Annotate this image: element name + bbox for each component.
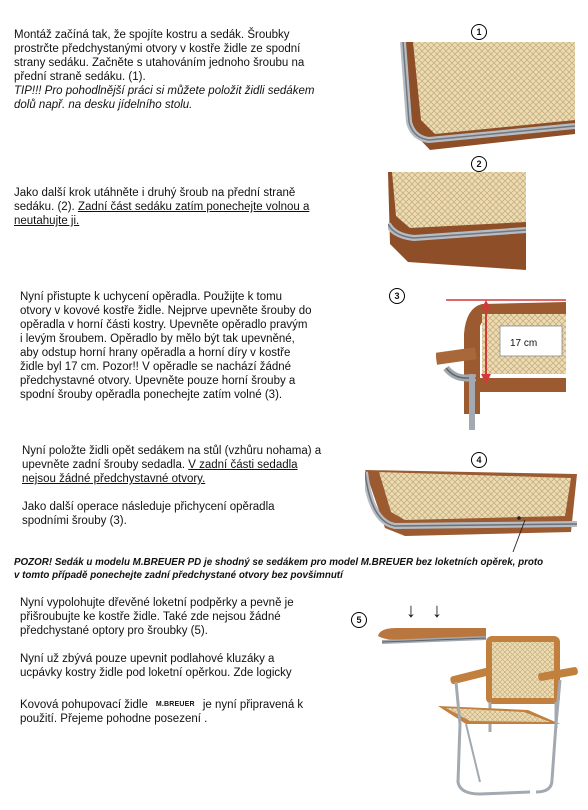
step-2-line-part: sedáku. (2). bbox=[14, 201, 75, 213]
step-3-line: i levým šroubem. Opěradlo by mělo být tak upevněné, bbox=[20, 333, 295, 345]
step-1-line: přední straně sedáku. (1). bbox=[14, 71, 146, 83]
step-3-text bbox=[20, 290, 311, 402]
step-5-line: Nyní vypolohujte dřevěné loketní podpěrky a pevně je bbox=[20, 597, 294, 609]
step-number-3: 3 bbox=[389, 288, 405, 304]
step-4-underlined: V zadní části sedadla bbox=[188, 459, 298, 471]
step-number-2: 2 bbox=[471, 156, 487, 172]
final-text-after: je nyní připravená k bbox=[202, 699, 304, 711]
step-4-line-b bbox=[22, 458, 321, 472]
step-1-tip-line: dolů např. na desku jídelního stolu. bbox=[14, 99, 193, 111]
down-arrow-icon: ↓ bbox=[432, 600, 442, 622]
step-5-final-line bbox=[20, 698, 303, 712]
step-5-line: ucpávky kostry židle pod loketní opěrkou. Zde logicky bbox=[20, 667, 292, 679]
step-5-line: přišroubujte ke kostře židle. Také zde nejsou žádné bbox=[20, 611, 281, 623]
step-4-image bbox=[365, 470, 577, 552]
step-4-underlined-line: nejsou žádné předchystavné otvory. bbox=[22, 473, 206, 485]
finished-chair-image bbox=[420, 632, 578, 802]
step-2-image bbox=[388, 172, 526, 272]
breuer-logo: M.BREUER bbox=[155, 701, 195, 708]
step-1-line: prostrčte předchystanými otvory v kostře židle ze spodní bbox=[14, 43, 301, 55]
step-5-line: předchystané optory pro šroubky (5). bbox=[20, 625, 208, 637]
step-2-underlined: Zadní část sedáku zatím ponechejte volnou a bbox=[77, 201, 310, 213]
step-4-extra-line: spodními šrouby (3). bbox=[22, 515, 127, 527]
warning-note-line: v tomto případě ponechejte zadní předchystané otvory bez povšimnutí bbox=[14, 570, 343, 581]
step-2-text bbox=[14, 186, 309, 228]
step-3-line: Nyní přistupte k uchycení opěradla. Použijte k tomu bbox=[20, 291, 283, 303]
step-3-line: opěradla v horní části kostry. Upevněte opěradlo pravým bbox=[20, 319, 308, 331]
step-5-text bbox=[20, 596, 303, 726]
step-number-5: 5 bbox=[351, 612, 367, 628]
step-3-line: spodní šrouby opěradla ponechejte zatím volné (3). bbox=[20, 389, 283, 401]
step-1-image bbox=[395, 42, 575, 152]
step-1-line: Montáž začíná tak, že spojíte kostru a sedák. Šroubky bbox=[14, 29, 290, 41]
step-3-line: otvory v kovové kostře židle. Nejprve upevněte šrouby do bbox=[20, 305, 312, 317]
step-5-line: Nyní už zbývá pouze upevnit podlahové kluzáky a bbox=[20, 653, 275, 665]
step-4-line-part: upevněte zadní šrouby sedadla. bbox=[22, 459, 186, 471]
step-4-extra-line: Jako další operace následuje přichycení opěradla bbox=[22, 501, 275, 513]
warning-note bbox=[14, 556, 543, 582]
step-3-image bbox=[436, 294, 566, 430]
step-4-text bbox=[22, 444, 321, 528]
step-2-line-b bbox=[14, 200, 309, 214]
step-3-line: předchystavné otvory. Upevněte pouze horní šrouby a bbox=[20, 375, 296, 387]
step-number-4: 4 bbox=[471, 452, 487, 468]
step-1-line: strany sedáku. Začněte s utahováním jednoho šroubu na bbox=[14, 57, 305, 69]
step-number-1: 1 bbox=[471, 24, 487, 40]
step-1-text bbox=[14, 28, 314, 112]
step-4-line: Nyní položte židli opět sedákem na stůl (vzhůru nohama) a bbox=[22, 445, 322, 457]
step-2-line: Jako další krok utáhněte i druhý šroub na přední straně bbox=[14, 187, 296, 199]
step-1-tip-line: TIP!!! Pro pohodlnější práci si můžete položit židli sedákem bbox=[14, 85, 315, 97]
step-2-underlined-line: neutahujte ji. bbox=[14, 215, 80, 227]
measure-label: 17 cm bbox=[510, 338, 538, 349]
warning-note-line: POZOR! Sedák u modelu M.BREUER PD je shodný se sedákem pro model M.BREUER bez loketních opěrek, proto bbox=[14, 557, 544, 568]
step-3-line: židle byl 17 cm. Pozor!! V opěradle se nachází žádné bbox=[20, 361, 292, 373]
final-text-before: Kovová pohupovací židle bbox=[20, 699, 148, 711]
step-5-final-line-2: použití. Přejeme pohodne posezení . bbox=[20, 713, 208, 725]
down-arrow-icon: ↓ bbox=[406, 600, 416, 622]
step-3-line: aby odstup horní hrany opěradla a horní díry v kostře bbox=[20, 347, 291, 359]
